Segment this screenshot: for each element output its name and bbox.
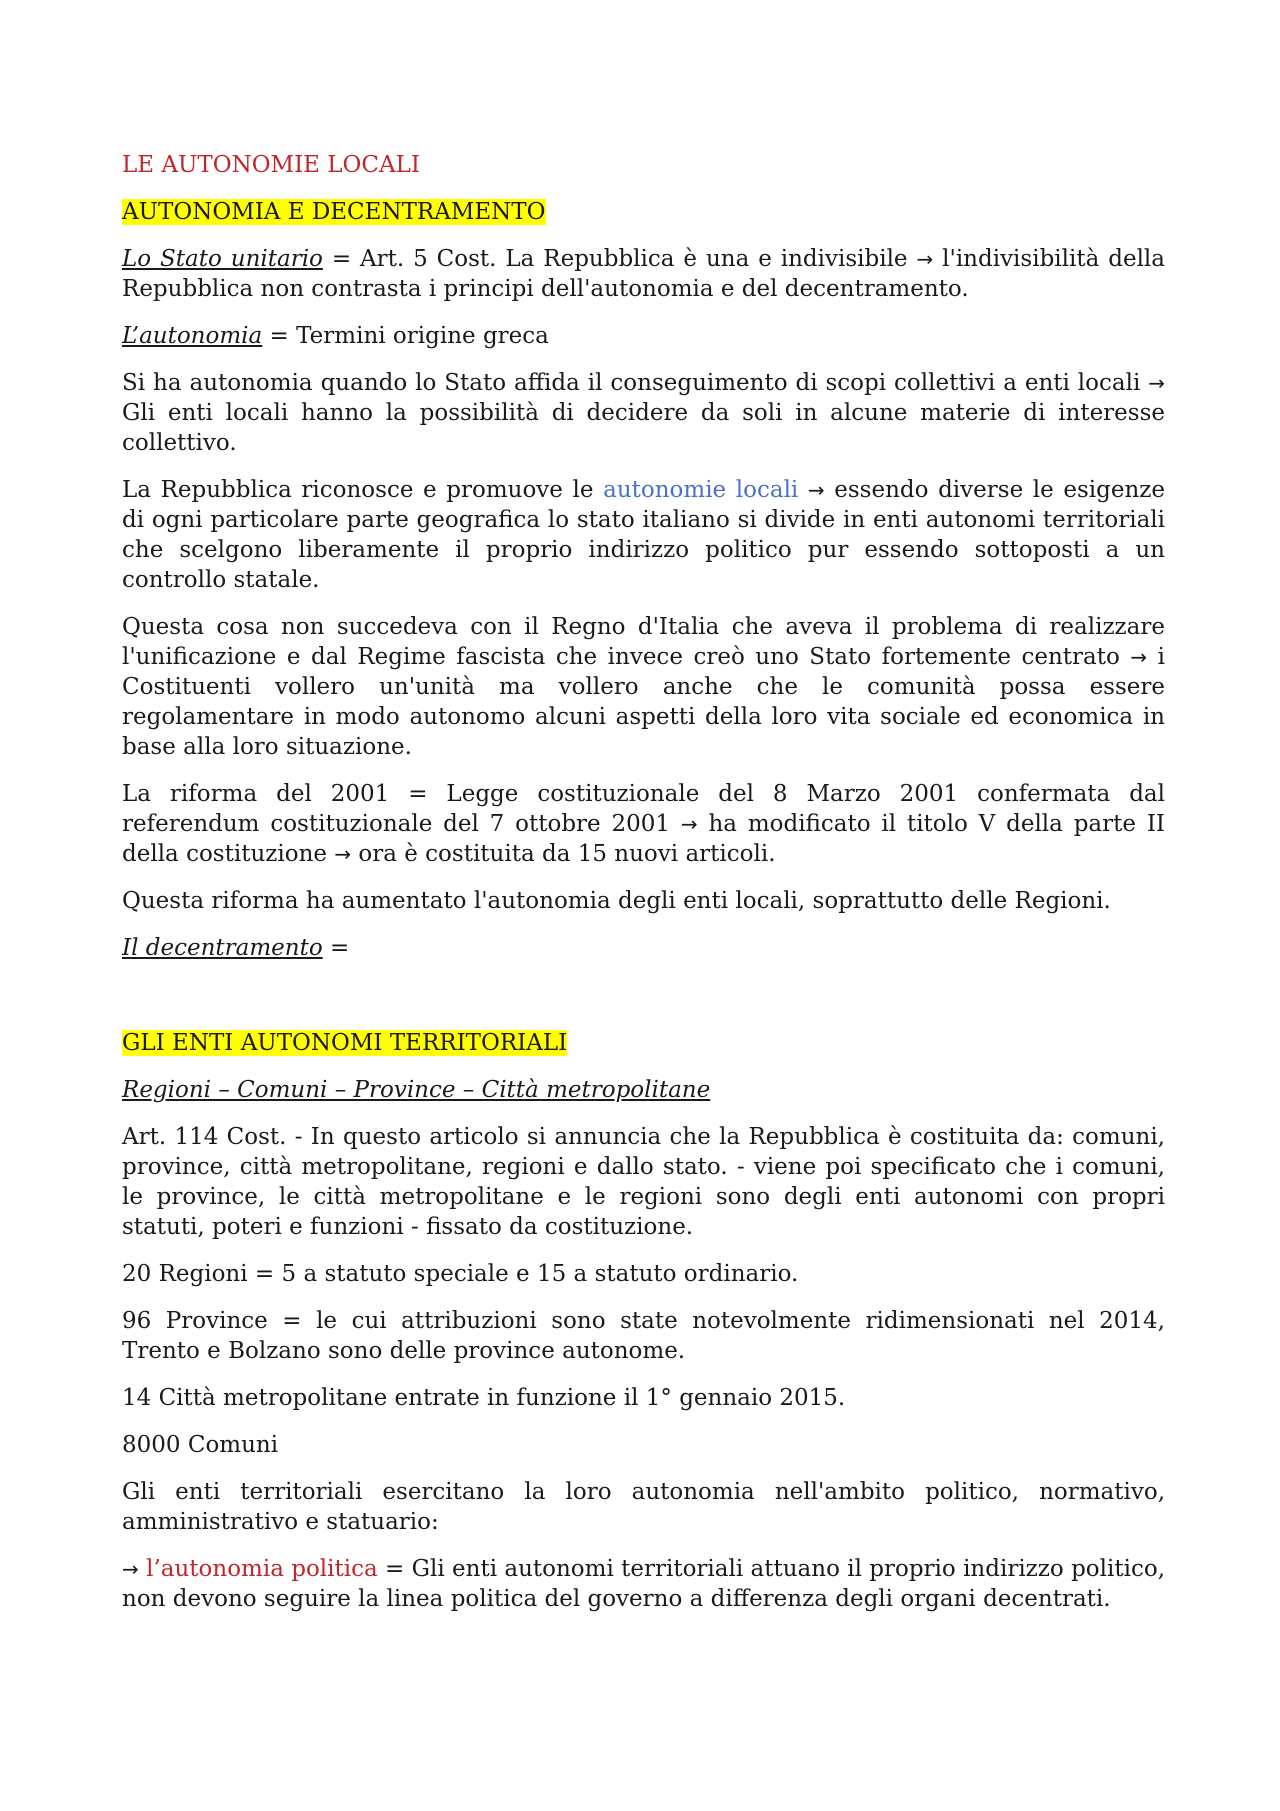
paragraph-decentramento xyxy=(122,933,1165,963)
paragraph-text: Gli enti locali hanno la possibilità di decidere da soli in alcune materie di interesse collettivo. xyxy=(122,400,1165,456)
paragraph-comuni: 8000 Comuni xyxy=(122,1432,279,1458)
paragraph-text: = xyxy=(322,935,350,961)
paragraph-text: essendo diverse le esigenze di ogni particolare parte geografica lo stato italiano si divide in enti autonomi territoriali che scelgono liberamente il proprio indirizzo politico pur essendo sottoposti a un controllo statale. xyxy=(122,477,1166,593)
paragraph-text: ora è costituita da 15 nuovi articoli. xyxy=(351,841,776,867)
paragraph-citta-metropolitane: 14 Città metropolitane entrate in funzione il 1° gennaio 2015. xyxy=(122,1385,846,1411)
paragraph-enti-territoriali: Gli enti territoriali esercitano la loro autonomia nell'ambito politico, normativo, amministrativo e statuario: xyxy=(122,1479,1165,1535)
paragraph-autonomia-politica xyxy=(122,1554,1165,1614)
section-heading-enti xyxy=(122,1028,1165,1058)
paragraph-text: Si ha autonomia quando lo Stato affida il conseguimento di scopi collettivi a enti locali xyxy=(122,370,1149,396)
paragraph-regno-italia xyxy=(122,612,1165,762)
term-autonomia-politica: l’autonomia politica xyxy=(146,1556,378,1582)
paragraph-repubblica-riconosce xyxy=(122,475,1165,595)
paragraph-text: = Gli enti autonomi territoriali attuano il proprio indirizzo politico, non devono seguire la linea politica del governo a differenza degli organi decentrati. xyxy=(122,1556,1166,1612)
paragraph-riforma-2001 xyxy=(122,779,1165,869)
arrow-right-icon: → xyxy=(122,1557,139,1581)
term-decentramento: Il decentramento xyxy=(122,935,323,961)
arrow-right-icon: → xyxy=(1148,371,1165,395)
section-heading-autonomia xyxy=(122,197,1165,227)
paragraph-text: La Repubblica riconosce e promuove le xyxy=(122,477,604,503)
paragraph-text: ha modificato il titolo V della parte II della costituzione xyxy=(122,811,1165,867)
arrow-right-icon: → xyxy=(1130,645,1148,669)
arrow-right-icon: → xyxy=(916,247,934,271)
paragraph-text: Questa cosa non succedeva con il Regno d'Italia che aveva il problema di realizzare l'unificazione e dal Regime fascista che invece creò uno Stato fortemente centrato xyxy=(122,614,1165,670)
paragraph-autonomia xyxy=(122,321,1165,351)
paragraph-text: La riforma del 2001 = Legge costituzionale del 8 Marzo 2001 confermata dal referendum costituzionale del 7 ottobre 2001 xyxy=(122,781,1165,837)
subheading-regioni-comuni xyxy=(122,1075,1165,1105)
paragraph-regioni: 20 Regioni = 5 a statuto speciale e 15 a statuto ordinario. xyxy=(122,1261,799,1287)
section-spacer xyxy=(122,980,1165,1028)
highlighted-heading-text: AUTONOMIA E DECENTRAMENTO xyxy=(122,199,546,225)
arrow-right-icon: → xyxy=(807,478,825,502)
paragraph-province: 96 Province = le cui attribuzioni sono state notevolmente ridimensionati nel 2014, Trento e Bolzano sono delle province autonome. xyxy=(122,1308,1165,1364)
paragraph-si-ha-autonomia xyxy=(122,368,1165,458)
paragraph-stato-unitario xyxy=(122,244,1165,304)
paragraph-text: = Art. 5 Cost. La Repubblica è una e indivisibile xyxy=(322,246,917,272)
term-regioni-comuni: Regioni – Comuni – Province – Città metropolitane xyxy=(122,1077,711,1103)
paragraph-text: i Costituenti vollero un'unità ma vollero anche che le comunità possa essere regolamentare in modo autonomo alcuni aspetti della loro vita sociale ed economica in base alla loro situazione. xyxy=(122,644,1165,760)
arrow-right-icon: → xyxy=(680,812,698,836)
paragraph-text xyxy=(798,477,808,503)
link-autonomie-locali[interactable]: autonomie locali xyxy=(603,477,799,503)
term-autonomia: L’autonomia xyxy=(122,323,263,349)
paragraph-text: l'indivisibilità della Repubblica non contrasta i principi dell'autonomia e del decentramento. xyxy=(122,246,1165,302)
paragraph-riforma-autonomia: Questa riforma ha aumentato l'autonomia degli enti locali, soprattutto delle Regioni. xyxy=(122,888,1111,914)
highlighted-heading-text: GLI ENTI AUTONOMI TERRITORIALI xyxy=(122,1030,568,1056)
paragraph-text: = Termini origine greca xyxy=(262,323,549,349)
paragraph-art-114: Art. 114 Cost. - In questo articolo si annuncia che la Repubblica è costituita da: comuni, province, città metropolitane, regioni e dallo stato. - viene poi specificato che i comuni, le province, le città metropolitane e le regioni sono degli enti autonomi con propri statuti, poteri e funzioni - fissato da costituzione. xyxy=(122,1124,1165,1240)
document-title: LE AUTONOMIE LOCALI xyxy=(122,152,420,178)
arrow-right-icon: → xyxy=(334,842,352,866)
term-stato-unitario: Lo Stato unitario xyxy=(122,246,323,272)
